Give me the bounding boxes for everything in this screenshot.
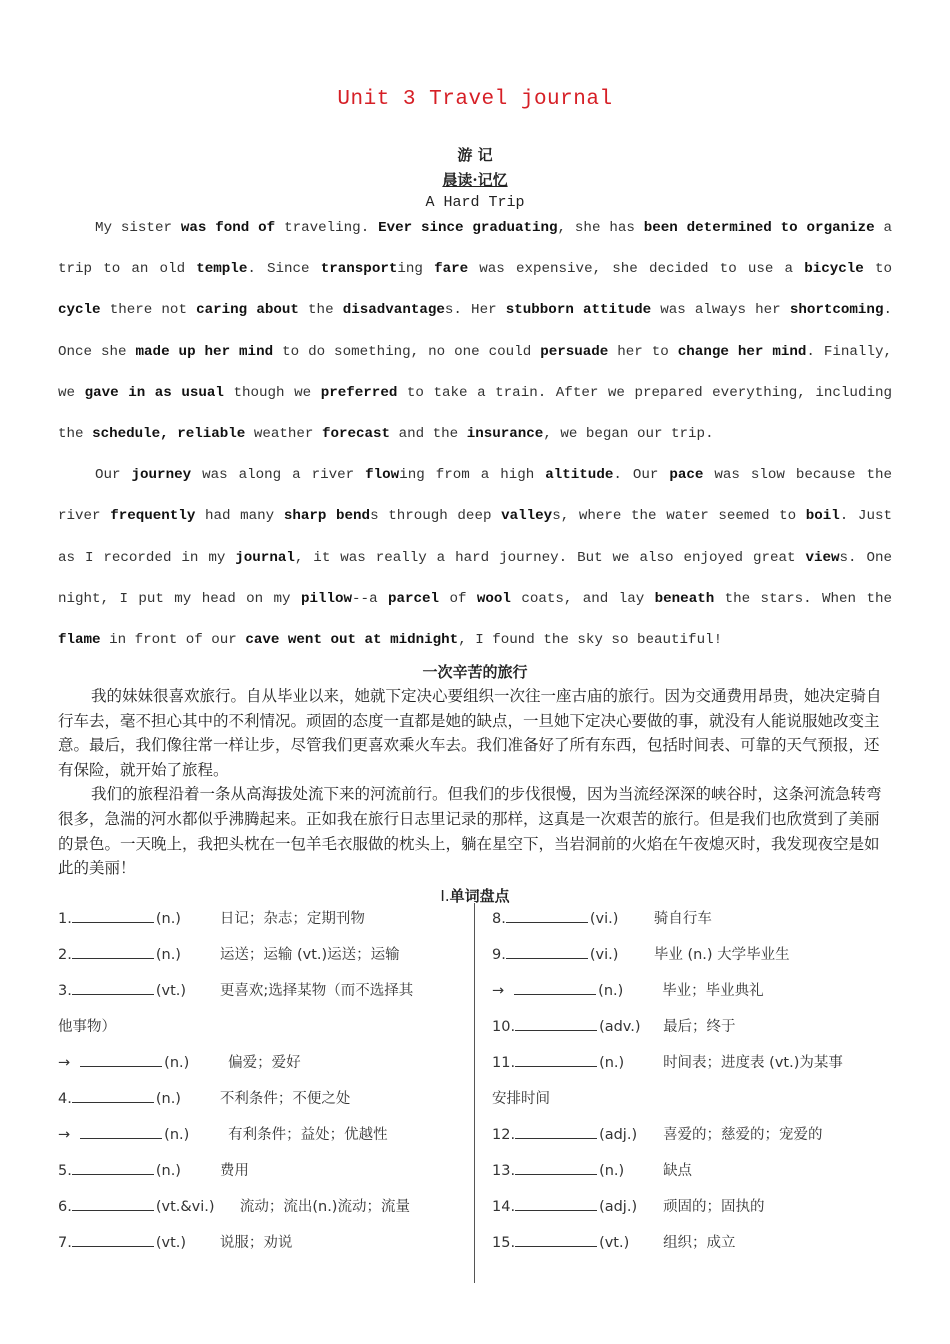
answer-blank[interactable] — [72, 1232, 154, 1247]
story-text-run: traveling. — [275, 220, 379, 236]
key-phrase: sharp bend — [283, 508, 371, 525]
key-phrase: shortcoming — [789, 302, 884, 319]
vocab-item — [492, 1045, 892, 1081]
vocab-item — [492, 1081, 892, 1117]
part-of-speech: (n.) — [155, 947, 181, 963]
part-of-speech: (n.) — [164, 1127, 190, 1143]
answer-blank[interactable] — [80, 1052, 162, 1067]
vocab-meaning: 有利条件；益处；优越性 — [228, 1127, 388, 1143]
answer-blank[interactable] — [72, 908, 154, 923]
answer-blank[interactable] — [514, 980, 596, 995]
story-text-run: . Our — [613, 467, 670, 484]
answer-blank[interactable] — [72, 1196, 154, 1211]
story-text-run: My sister — [95, 220, 181, 236]
vocab-number: 3. — [58, 983, 72, 999]
key-phrase: boil — [805, 508, 840, 525]
key-phrase: transport — [320, 261, 398, 278]
story-text-run: was expensive, she decided to use a — [468, 261, 805, 278]
part-of-speech: (n.) — [599, 1055, 625, 1071]
story-text-run: to do something, no one could — [273, 343, 541, 360]
key-phrase: bicycle — [804, 261, 864, 278]
vocab-meaning: 不利条件；不便之处 — [219, 1091, 351, 1107]
story-text-run: was slow because the river — [58, 467, 892, 525]
part-of-speech: (n.) — [155, 1091, 181, 1107]
vocab-item — [58, 1189, 468, 1225]
story-title: A Hard Trip — [425, 194, 525, 211]
vocab-item — [58, 1009, 468, 1045]
answer-blank[interactable] — [80, 1124, 162, 1139]
key-phrase: pace — [669, 467, 704, 484]
answer-blank[interactable] — [72, 980, 154, 995]
story-text-run: , I found the sky so beautiful! — [458, 632, 723, 649]
vocab-number: 1. — [58, 911, 72, 927]
story-text-run: s, where the water seemed to — [552, 508, 806, 525]
key-phrase: journey — [131, 467, 192, 484]
key-phrase: cave went out at midnight — [245, 632, 459, 649]
section-heading: 晨读·记忆 — [442, 171, 508, 189]
part-of-speech: (vi.) — [589, 911, 619, 927]
story-text-run: was always her — [651, 302, 790, 319]
key-phrase: altitude — [545, 467, 614, 484]
vocab-number: 6. — [58, 1199, 72, 1215]
story-text-run: the — [298, 302, 343, 319]
vocab-meaning: 运送；运输 (vt.)运送；运输 — [219, 947, 400, 963]
story-text-run: ing from a high — [399, 467, 546, 484]
key-phrase: insurance — [466, 426, 544, 443]
key-phrase: flame — [58, 632, 101, 649]
vocab-meaning: 费用 — [219, 1163, 249, 1179]
story-text-run: had many — [195, 508, 284, 525]
story-text-run: --a — [352, 590, 388, 607]
vocab-item — [58, 973, 468, 1009]
key-phrase: pillow — [300, 590, 353, 607]
story-text-run: weather — [245, 426, 322, 443]
key-phrase: beneath — [654, 590, 715, 607]
vocab-meaning: 毕业；毕业典礼 — [662, 983, 764, 999]
key-phrase: schedule, reliable — [92, 426, 246, 443]
part-of-speech: (n.) — [598, 983, 624, 999]
story-text-run: there not — [100, 302, 197, 319]
vocab-item — [492, 1189, 892, 1225]
answer-blank[interactable] — [515, 1124, 597, 1139]
vocab-number: 7. — [58, 1235, 72, 1251]
story-paragraph-2 — [58, 455, 892, 661]
vocab-number: 5. — [58, 1163, 72, 1179]
answer-blank[interactable] — [515, 1016, 597, 1031]
vocab-number: 2. — [58, 947, 72, 963]
part-of-speech: (vt.&vi.) — [155, 1199, 215, 1215]
vocab-number: → — [58, 1055, 71, 1071]
answer-blank[interactable] — [506, 944, 588, 959]
vocab-item — [58, 1153, 468, 1189]
vocab-item — [492, 1009, 892, 1045]
story-text-run: in front of our — [100, 632, 246, 649]
story-text-run: to — [863, 261, 893, 278]
vocab-item — [492, 1153, 892, 1189]
vocab-meaning: 骑自行车 — [653, 911, 712, 927]
vocab-meaning: 流动；流出(n.)流动；流量 — [239, 1199, 410, 1215]
key-phrase: persuade — [540, 343, 609, 360]
translation-text — [58, 684, 892, 881]
vocab-number: 12. — [492, 1127, 516, 1143]
part-of-speech: (n.) — [164, 1055, 190, 1071]
story-text-run: Our — [95, 467, 132, 484]
story-text-run: her to — [608, 343, 678, 360]
story-text-run: . Finally, we — [58, 343, 892, 401]
key-phrase: temple — [196, 261, 248, 278]
key-phrase: Ever since graduating — [378, 220, 558, 236]
story-text-run: was along a river — [191, 467, 366, 484]
answer-blank[interactable] — [515, 1196, 597, 1211]
vocab-number: → — [492, 983, 505, 999]
vocab-meaning: 日记；杂志；定期刊物 — [219, 911, 365, 927]
part-of-speech: (vi.) — [589, 947, 619, 963]
vocab-meaning: 他事物） — [58, 1019, 116, 1035]
story-text-run: the stars. When the — [714, 590, 893, 607]
key-phrase: preferred — [320, 384, 398, 401]
key-phrase: made up her mind — [135, 343, 274, 360]
story-text-run: ing — [397, 261, 435, 278]
story-text-run: and the — [390, 426, 467, 443]
part-of-speech: (vt.) — [155, 983, 187, 999]
key-phrase: forecast — [321, 426, 391, 443]
key-phrase: disadvantage — [342, 302, 445, 319]
key-phrase: cycle — [58, 302, 101, 319]
translation-paragraph-1: 我的妹妹很喜欢旅行。自从毕业以来，她就下定决心要组织一次往一座古庙的旅行。因为交通费用昂贵，她决定骑自行车去，毫不担心其中的不利情况。顽固的态度一直都是她的缺点，一旦她下定决心要做的事，就没有人能说服她改变主意。最后，我们像往常一样让步，尽管我们更喜欢乘火车去。我们准备好了所有东西，包括时间表、可靠的天气预报，还有保险，就开始了旅程。 — [58, 687, 882, 779]
story-text-run: to take a train. After we prepared everything, including the — [58, 384, 892, 443]
part-of-speech: (n.) — [599, 1163, 625, 1179]
part-of-speech: (adj.) — [599, 1199, 638, 1215]
vocab-item — [58, 901, 468, 937]
vocab-meaning: 顽固的；固执的 — [663, 1199, 765, 1215]
vocab-item — [492, 901, 892, 937]
vocab-number: 9. — [492, 947, 506, 963]
vocab-heading-label: 单词盘点 — [449, 887, 510, 905]
part-of-speech: (vt.) — [599, 1235, 630, 1251]
story-text-run: , it was really a hard journey. But we also enjoyed great — [294, 549, 806, 566]
story-text-run: a trip to an old — [58, 220, 893, 278]
answer-blank[interactable] — [72, 1088, 154, 1103]
story-text-run: . Once she — [58, 302, 892, 360]
vocab-meaning: 安排时间 — [492, 1091, 550, 1107]
vocab-meaning: 毕业 (n.) 大学毕业生 — [653, 947, 790, 963]
vocab-item — [58, 1117, 468, 1153]
subtitle: 游 记 — [457, 146, 493, 164]
vocab-meaning: 偏爱；爱好 — [228, 1055, 301, 1071]
key-phrase: wool — [476, 590, 511, 607]
vocab-number: → — [58, 1127, 71, 1143]
story-text-run: , she has — [557, 220, 644, 236]
vocab-item — [492, 1117, 892, 1153]
vocab-item — [492, 937, 892, 973]
answer-blank[interactable] — [515, 1052, 597, 1067]
vocab-meaning: 更喜欢;选择某物（而不选择其 — [219, 983, 414, 999]
part-of-speech: (adv.) — [599, 1019, 641, 1035]
story-text-run: , we began our trip. — [543, 426, 714, 443]
part-of-speech: (vt.) — [155, 1235, 187, 1251]
answer-blank[interactable] — [515, 1160, 597, 1175]
vocab-left-column — [58, 901, 468, 1261]
key-phrase: gave in as usual — [84, 384, 224, 401]
key-phrase: stubborn attitude — [505, 302, 652, 319]
key-phrase: been determined to organize — [643, 220, 875, 236]
part-of-speech: (adj.) — [599, 1127, 638, 1143]
answer-blank[interactable] — [72, 944, 154, 959]
vocab-meaning: 缺点 — [663, 1163, 693, 1179]
story-text-run: . Since — [247, 261, 321, 278]
page-title: Unit 3 Travel journal — [337, 88, 613, 111]
vocab-item — [58, 1225, 468, 1261]
story-text-run: s. One night, I put my head on my — [58, 549, 892, 607]
vocab-meaning: 时间表；进度表 (vt.)为某事 — [663, 1055, 843, 1071]
key-phrase: was fond of — [180, 220, 276, 236]
vocab-meaning: 最后；终于 — [663, 1019, 736, 1035]
story-text — [58, 208, 892, 661]
part-of-speech: (n.) — [155, 911, 181, 927]
vocab-number: 4. — [58, 1091, 72, 1107]
key-phrase: change her mind — [677, 343, 807, 360]
story-text-run: though we — [223, 384, 321, 401]
key-phrase: parcel — [387, 590, 440, 607]
part-of-speech: (n.) — [155, 1163, 181, 1179]
key-phrase: frequently — [110, 508, 196, 525]
story-text-run: s. Her — [444, 302, 506, 319]
vocab-number: 13. — [492, 1163, 516, 1179]
vocab-number: 14. — [492, 1199, 516, 1215]
vocab-number: 10. — [492, 1019, 516, 1035]
answer-blank[interactable] — [72, 1160, 154, 1175]
answer-blank[interactable] — [515, 1232, 597, 1247]
answer-blank[interactable] — [506, 908, 588, 923]
vocab-meaning: 说服；劝说 — [219, 1235, 293, 1251]
key-phrase: valley — [501, 508, 553, 525]
translation-title: 一次辛苦的旅行 — [422, 663, 528, 681]
story-text-run: . Just as I recorded in my — [58, 508, 892, 566]
vocab-right-column — [492, 901, 892, 1261]
vocab-item — [58, 1045, 468, 1081]
vocab-item — [58, 1081, 468, 1117]
vocab-number: 15. — [492, 1235, 516, 1251]
story-text-run: of — [439, 590, 477, 607]
key-phrase: view — [805, 549, 840, 566]
vocab-item — [492, 973, 892, 1009]
vocab-number: 11. — [492, 1055, 516, 1071]
key-phrase: fare — [434, 261, 469, 278]
vocab-meaning: 组织；成立 — [663, 1235, 736, 1251]
key-phrase: flow — [365, 467, 400, 484]
story-paragraph-1 — [58, 208, 892, 455]
story-text-run: s through deep — [370, 508, 502, 525]
column-divider — [474, 903, 475, 1283]
story-text-run: coats, and lay — [510, 590, 655, 607]
vocab-number: 8. — [492, 911, 506, 927]
key-phrase: journal — [235, 549, 295, 566]
key-phrase: caring about — [196, 302, 299, 319]
vocab-item — [58, 937, 468, 973]
vocab-heading-number: Ⅰ. — [440, 887, 450, 905]
translation-paragraph-2: 我们的旅程沿着一条从高海拔处流下来的河流前行。但我们的步伐很慢，因为当流经深深的峡谷时，这条河流急转弯很多，急湍的河水都似乎沸腾起来。正如我在旅行日志里记录的那样，这真是一次艰苦的旅行。但是我们也欣赏到了美丽的景色。一天晚上，我把头枕在一包羊毛衣服做的枕头上，躺在星空下，当岩洞前的火焰在午夜熄灭时，我发现夜空是如此的美丽！ — [58, 785, 882, 878]
vocab-item — [492, 1225, 892, 1261]
vocab-meaning: 喜爱的；慈爱的；宠爱的 — [663, 1127, 823, 1143]
